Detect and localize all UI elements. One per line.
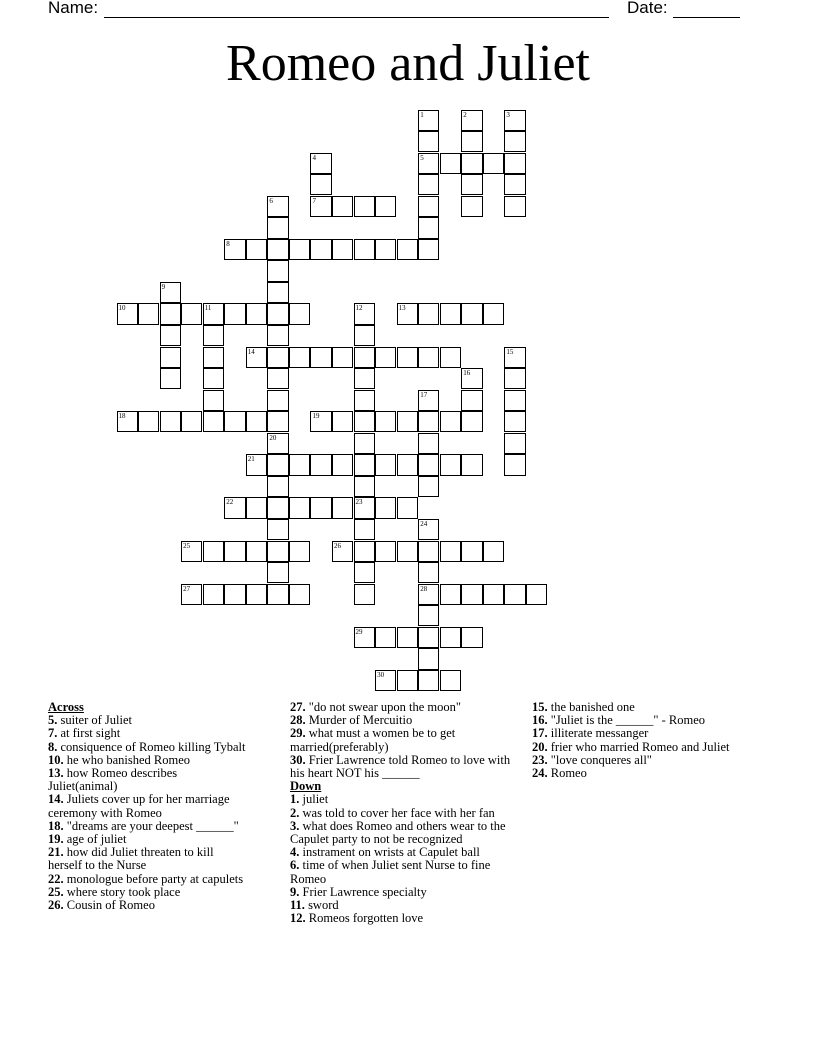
clue-column-1 bbox=[48, 701, 248, 912]
grid-cell[interactable] bbox=[267, 347, 288, 368]
grid-cell[interactable] bbox=[289, 497, 310, 518]
grid-cell[interactable] bbox=[310, 347, 331, 368]
down-clue-list bbox=[290, 793, 526, 925]
grid-cell[interactable] bbox=[267, 303, 288, 324]
clue-number: 8 bbox=[226, 239, 230, 248]
grid-cell[interactable] bbox=[418, 476, 439, 497]
grid-cell[interactable] bbox=[461, 454, 482, 475]
clue-item-number: 22. bbox=[48, 871, 64, 886]
grid-cell[interactable] bbox=[224, 584, 245, 605]
grid-cell[interactable] bbox=[504, 390, 525, 411]
grid-cell[interactable] bbox=[310, 497, 331, 518]
grid-cell[interactable] bbox=[418, 562, 439, 583]
grid-cell[interactable] bbox=[504, 411, 525, 432]
clue-item-number: 3. bbox=[290, 818, 300, 833]
grid-cell[interactable] bbox=[332, 239, 353, 260]
grid-cell[interactable] bbox=[461, 627, 482, 648]
clue-item-number: 13. bbox=[48, 766, 64, 781]
grid-cell[interactable] bbox=[375, 627, 396, 648]
clue-item-number: 24. bbox=[532, 766, 548, 781]
grid-cell[interactable] bbox=[354, 325, 375, 346]
clue-item-number: 2. bbox=[290, 805, 300, 820]
clue-number: 11 bbox=[204, 304, 212, 313]
grid-cell[interactable] bbox=[332, 454, 353, 475]
grid-cell[interactable] bbox=[397, 670, 418, 691]
grid-cell[interactable] bbox=[397, 239, 418, 260]
grid-cell[interactable] bbox=[418, 541, 439, 562]
grid-cell[interactable] bbox=[461, 196, 482, 217]
clue-item-number: 30. bbox=[290, 752, 306, 767]
grid-cell[interactable] bbox=[397, 411, 418, 432]
grid-cell[interactable] bbox=[267, 411, 288, 432]
clue-item-number: 15. bbox=[532, 700, 548, 714]
grid-cell[interactable] bbox=[418, 131, 439, 152]
grid-cell[interactable] bbox=[461, 541, 482, 562]
grid-cell[interactable] bbox=[289, 303, 310, 324]
grid-cell[interactable] bbox=[418, 411, 439, 432]
grid-cell[interactable] bbox=[310, 454, 331, 475]
clue-item: 22. monologue before party at capulets bbox=[48, 871, 244, 886]
grid-cell[interactable] bbox=[203, 584, 224, 605]
grid-cell[interactable] bbox=[418, 648, 439, 669]
grid-cell[interactable] bbox=[246, 239, 267, 260]
grid-cell[interactable] bbox=[354, 196, 375, 217]
grid-cell[interactable] bbox=[461, 390, 482, 411]
grid-cell[interactable] bbox=[354, 411, 375, 432]
grid-cell[interactable] bbox=[354, 239, 375, 260]
grid-cell[interactable] bbox=[267, 368, 288, 389]
clue-number: 13 bbox=[398, 304, 406, 313]
clue-item: 14. Juliets cover up for her marriage ceremony with Romeo bbox=[48, 792, 230, 820]
grid-cell[interactable] bbox=[397, 497, 418, 518]
grid-cell[interactable] bbox=[504, 174, 525, 195]
clue-item-number: 16. bbox=[532, 713, 548, 728]
clue-item: 7. at first sight bbox=[48, 726, 121, 741]
down-heading: Down bbox=[290, 779, 322, 794]
clue-item: 4. instrament on wrists at Capulet ball bbox=[290, 845, 480, 860]
clue-column-2 bbox=[290, 701, 526, 925]
clue-item: 29. what must a women be to get married(preferably) bbox=[290, 726, 456, 754]
grid-cell[interactable] bbox=[375, 411, 396, 432]
grid-cell[interactable] bbox=[310, 239, 331, 260]
grid-cell[interactable] bbox=[267, 325, 288, 346]
clue-number: 23 bbox=[355, 498, 363, 507]
grid-cell[interactable] bbox=[160, 411, 181, 432]
clue-number: 16 bbox=[463, 369, 471, 378]
grid-cell[interactable] bbox=[354, 347, 375, 368]
clue-item-number: 4. bbox=[290, 845, 300, 860]
grid-cell[interactable] bbox=[267, 562, 288, 583]
grid-cell[interactable] bbox=[418, 347, 439, 368]
clue-number: 5 bbox=[420, 153, 424, 162]
clue-number: 12 bbox=[355, 304, 363, 313]
grid-cell[interactable] bbox=[504, 368, 525, 389]
grid-cell[interactable] bbox=[397, 627, 418, 648]
grid-cell[interactable] bbox=[440, 153, 461, 174]
clue-item: 6. time of when Juliet sent Nurse to fine Romeo bbox=[290, 858, 491, 886]
grid-cell[interactable] bbox=[440, 347, 461, 368]
grid-cell[interactable] bbox=[267, 497, 288, 518]
grid-cell[interactable] bbox=[203, 541, 224, 562]
down-clue-list-continued bbox=[532, 701, 742, 780]
grid-cell[interactable] bbox=[504, 433, 525, 454]
clue-item: 12. Romeos forgotten love bbox=[290, 911, 424, 926]
grid-cell[interactable] bbox=[483, 584, 504, 605]
clue-item-number: 19. bbox=[48, 832, 64, 847]
clue-number: 24 bbox=[420, 519, 428, 528]
grid-cell[interactable] bbox=[203, 368, 224, 389]
clue-item: 17. illiterate messanger bbox=[532, 726, 649, 741]
clue-number: 20 bbox=[269, 433, 277, 442]
clue-item-number: 12. bbox=[290, 911, 306, 926]
clue-item-number: 25. bbox=[48, 884, 64, 899]
grid-cell[interactable] bbox=[440, 670, 461, 691]
clue-item-number: 17. bbox=[532, 726, 548, 741]
name-label: Name: bbox=[48, 0, 99, 17]
grid-cell[interactable] bbox=[418, 196, 439, 217]
grid-cell[interactable] bbox=[354, 519, 375, 540]
grid-cell[interactable] bbox=[418, 670, 439, 691]
grid-cell[interactable] bbox=[332, 497, 353, 518]
grid-cell[interactable] bbox=[526, 584, 547, 605]
clue-item: 8. consiquence of Romeo killing Tybalt bbox=[48, 739, 246, 754]
clue-item: 2. was told to cover her face with her fan bbox=[290, 805, 495, 820]
grid-cell[interactable] bbox=[461, 131, 482, 152]
grid-cell[interactable] bbox=[354, 433, 375, 454]
grid-cell[interactable] bbox=[332, 196, 353, 217]
clue-item: 26. Cousin of Romeo bbox=[48, 898, 155, 913]
clue-number: 19 bbox=[312, 412, 320, 421]
grid-cell[interactable] bbox=[418, 303, 439, 324]
grid-cell[interactable] bbox=[397, 454, 418, 475]
grid-cell[interactable] bbox=[397, 541, 418, 562]
clue-number: 26 bbox=[334, 541, 341, 550]
clue-number: 3 bbox=[506, 110, 510, 119]
grid-cell[interactable] bbox=[246, 497, 267, 518]
grid-cell[interactable] bbox=[160, 368, 181, 389]
grid-cell[interactable] bbox=[332, 347, 353, 368]
clue-number: 7 bbox=[312, 196, 316, 205]
grid-cell[interactable] bbox=[354, 476, 375, 497]
grid-cell[interactable] bbox=[461, 303, 482, 324]
grid-cell[interactable] bbox=[289, 454, 310, 475]
clue-item-number: 5. bbox=[48, 713, 58, 728]
grid-cell[interactable] bbox=[181, 411, 202, 432]
clue-item-number: 1. bbox=[290, 792, 300, 807]
grid-cell[interactable] bbox=[504, 196, 525, 217]
clue-number: 28 bbox=[420, 584, 428, 593]
clue-item: 27. "do not swear upon the moon" bbox=[290, 700, 461, 714]
across-clue-list bbox=[48, 714, 248, 912]
grid-cell[interactable] bbox=[418, 174, 439, 195]
grid-cell[interactable] bbox=[289, 347, 310, 368]
grid-cell[interactable] bbox=[267, 282, 288, 303]
clue-number: 4 bbox=[312, 153, 316, 162]
grid-cell[interactable] bbox=[267, 519, 288, 540]
grid-cell[interactable] bbox=[440, 411, 461, 432]
clue-item: 30. Frier Lawrence told Romeo to love with his heart NOT his ______ bbox=[290, 752, 511, 781]
across-heading: Across bbox=[48, 700, 84, 714]
clue-number: 9 bbox=[161, 282, 166, 291]
grid-cell[interactable] bbox=[267, 541, 288, 562]
grid-cell[interactable] bbox=[440, 454, 461, 475]
grid-cell[interactable] bbox=[267, 476, 288, 497]
grid-cell[interactable] bbox=[224, 303, 245, 324]
grid-cell[interactable] bbox=[246, 584, 267, 605]
grid-cell[interactable] bbox=[181, 303, 202, 324]
clue-item: 18. "dreams are your deepest ______" bbox=[48, 818, 239, 833]
grid-cell[interactable] bbox=[354, 454, 375, 475]
clue-number: 25 bbox=[183, 541, 191, 550]
clue-item-number: 29. bbox=[290, 726, 306, 741]
clue-item-number: 28. bbox=[290, 713, 306, 728]
grid-cell[interactable] bbox=[267, 584, 288, 605]
grid-cell[interactable] bbox=[224, 411, 245, 432]
clue-number: 17 bbox=[420, 390, 428, 399]
clue-item: 1. juliet bbox=[290, 792, 329, 807]
grid-cell[interactable] bbox=[397, 347, 418, 368]
grid-cell[interactable] bbox=[483, 303, 504, 324]
clue-number: 1 bbox=[420, 110, 424, 119]
grid-cell[interactable] bbox=[138, 411, 159, 432]
grid-cell[interactable] bbox=[354, 584, 375, 605]
grid-cell[interactable] bbox=[267, 260, 288, 281]
clue-number: 15 bbox=[506, 347, 514, 356]
clue-number: 14 bbox=[247, 347, 255, 356]
grid-cell[interactable] bbox=[354, 562, 375, 583]
grid-cell[interactable] bbox=[203, 347, 224, 368]
clue-item-number: 21. bbox=[48, 845, 64, 860]
clue-item-number: 18. bbox=[48, 818, 64, 833]
grid-cell[interactable] bbox=[160, 303, 181, 324]
grid-cell[interactable] bbox=[375, 347, 396, 368]
grid-cell[interactable] bbox=[461, 584, 482, 605]
clue-item: 21. how did Juliet threaten to kill herself to the Nurse bbox=[48, 845, 214, 873]
grid-cell[interactable] bbox=[224, 541, 245, 562]
clue-item-number: 6. bbox=[290, 858, 300, 873]
clue-item-number: 9. bbox=[290, 884, 300, 899]
clue-number: 18 bbox=[118, 412, 126, 421]
clue-item: 5. suiter of Juliet bbox=[48, 713, 133, 728]
grid-cell[interactable] bbox=[440, 627, 461, 648]
grid-cell[interactable] bbox=[160, 347, 181, 368]
clue-number: 10 bbox=[118, 304, 126, 313]
grid-cell[interactable] bbox=[203, 411, 224, 432]
grid-cell[interactable] bbox=[267, 454, 288, 475]
grid-cell[interactable] bbox=[418, 627, 439, 648]
grid-cell[interactable] bbox=[354, 390, 375, 411]
grid-cell[interactable] bbox=[289, 584, 310, 605]
clue-number: 2 bbox=[463, 110, 467, 119]
across-clue-list-continued bbox=[290, 701, 526, 780]
clue-item: 11. sword bbox=[290, 898, 339, 913]
clue-item-number: 10. bbox=[48, 752, 64, 767]
clue-item: 16. "Juliet is the ______" - Romeo bbox=[532, 713, 706, 728]
grid-cell[interactable] bbox=[267, 217, 288, 238]
grid-cell[interactable] bbox=[375, 239, 396, 260]
clue-number: 30 bbox=[377, 670, 385, 679]
clue-item: 28. Murder of Mercuitio bbox=[290, 713, 413, 728]
grid-cell[interactable] bbox=[138, 303, 159, 324]
clue-item: 10. he who banished Romeo bbox=[48, 752, 190, 767]
clue-item-number: 27. bbox=[290, 700, 306, 714]
clue-item: 25. where story took place bbox=[48, 884, 181, 899]
clue-number: 6 bbox=[269, 196, 273, 205]
grid-cell[interactable] bbox=[375, 497, 396, 518]
grid-cell[interactable] bbox=[461, 411, 482, 432]
grid-cell[interactable] bbox=[418, 433, 439, 454]
grid-cell[interactable] bbox=[418, 605, 439, 626]
grid-cell[interactable] bbox=[246, 411, 267, 432]
clue-item-number: 23. bbox=[532, 752, 548, 767]
clue-item: 20. frier who married Romeo and Juliet bbox=[532, 739, 730, 754]
clue-item-number: 8. bbox=[48, 739, 58, 754]
clue-item: 13. how Romeo describes Juliet(animal) bbox=[48, 766, 178, 794]
grid-cell[interactable] bbox=[418, 217, 439, 238]
clue-item: 24. Romeo bbox=[532, 766, 587, 781]
grid-cell[interactable] bbox=[246, 303, 267, 324]
clue-item-number: 7. bbox=[48, 726, 58, 741]
grid-cell[interactable] bbox=[440, 584, 461, 605]
grid-cell[interactable] bbox=[375, 541, 396, 562]
grid-cell[interactable] bbox=[289, 541, 310, 562]
grid-cell[interactable] bbox=[375, 196, 396, 217]
grid-cell[interactable] bbox=[504, 153, 525, 174]
grid-cell[interactable] bbox=[267, 390, 288, 411]
grid-cell[interactable] bbox=[504, 454, 525, 475]
grid-cell[interactable] bbox=[289, 239, 310, 260]
clue-item: 9. Frier Lawrence specialty bbox=[290, 884, 427, 899]
clue-item: 3. what does Romeo and others wear to the Capulet party to not be recognized bbox=[290, 818, 506, 847]
grid-cell[interactable] bbox=[483, 153, 504, 174]
grid-cell[interactable] bbox=[504, 584, 525, 605]
grid-cell[interactable] bbox=[418, 454, 439, 475]
clue-number: 21 bbox=[247, 455, 255, 464]
clue-item: 23. "love conqueres all" bbox=[532, 752, 652, 767]
grid-cell[interactable] bbox=[440, 303, 461, 324]
clue-item-number: 20. bbox=[532, 739, 548, 754]
grid-cell[interactable] bbox=[332, 411, 353, 432]
grid-cell[interactable] bbox=[461, 174, 482, 195]
clue-number: 27 bbox=[183, 584, 191, 593]
clue-item-number: 26. bbox=[48, 898, 64, 913]
grid-cell[interactable] bbox=[504, 131, 525, 152]
clue-item-number: 14. bbox=[48, 792, 64, 807]
clue-item: 15. the banished one bbox=[532, 700, 635, 714]
grid-cell[interactable] bbox=[310, 174, 331, 195]
clue-number: 29 bbox=[355, 627, 363, 636]
grid-cell[interactable] bbox=[375, 454, 396, 475]
grid-cell[interactable] bbox=[203, 390, 224, 411]
grid-cell[interactable] bbox=[354, 541, 375, 562]
grid-cell[interactable] bbox=[267, 239, 288, 260]
clue-item-number: 11. bbox=[290, 898, 305, 913]
grid-cell[interactable] bbox=[160, 325, 181, 346]
grid-cell[interactable] bbox=[440, 541, 461, 562]
clue-item: 19. age of juliet bbox=[48, 832, 127, 847]
grid-cell[interactable] bbox=[418, 239, 439, 260]
grid-cell[interactable] bbox=[461, 153, 482, 174]
grid-cell[interactable] bbox=[203, 325, 224, 346]
clue-column-3 bbox=[532, 701, 742, 780]
date-label: Date: bbox=[627, 0, 668, 17]
clue-number: 22 bbox=[226, 498, 234, 507]
page-title: Romeo and Juliet bbox=[226, 35, 590, 92]
grid-cell[interactable] bbox=[483, 541, 504, 562]
grid-cell[interactable] bbox=[246, 541, 267, 562]
grid-cell[interactable] bbox=[354, 368, 375, 389]
